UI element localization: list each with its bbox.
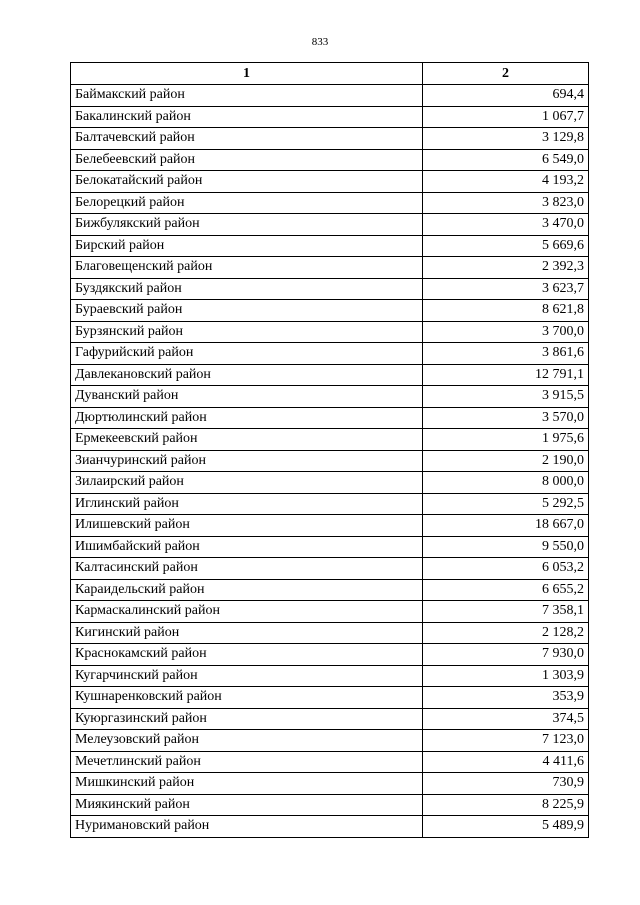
- amount-cell: 3 823,0: [423, 192, 589, 214]
- district-name-cell: Кушнаренковский район: [71, 687, 423, 709]
- table-row: [71, 386, 589, 408]
- district-name-cell: Буздякский район: [71, 278, 423, 300]
- district-name-cell: Краснокамский район: [71, 644, 423, 666]
- amount-cell: 4 193,2: [423, 171, 589, 193]
- district-name-cell: Кигинский район: [71, 622, 423, 644]
- table-row: [71, 106, 589, 128]
- district-name-cell: Куюргазинский район: [71, 708, 423, 730]
- table-row: [71, 579, 589, 601]
- table-row: [71, 149, 589, 171]
- table-row: [71, 773, 589, 795]
- table-body: [71, 85, 589, 838]
- amount-cell: 353,9: [423, 687, 589, 709]
- table-row: [71, 751, 589, 773]
- amount-cell: 3 623,7: [423, 278, 589, 300]
- district-name-cell: Балтачевский район: [71, 128, 423, 150]
- amount-cell: 7 123,0: [423, 730, 589, 752]
- table-row: [71, 214, 589, 236]
- table-row: [71, 472, 589, 494]
- district-name-cell: Белорецкий район: [71, 192, 423, 214]
- amount-cell: 12 791,1: [423, 364, 589, 386]
- district-name-cell: Калтасинский район: [71, 558, 423, 580]
- amount-cell: 1 067,7: [423, 106, 589, 128]
- amount-cell: 374,5: [423, 708, 589, 730]
- column-header-2: 2: [423, 63, 589, 85]
- district-name-cell: Дюртюлинский район: [71, 407, 423, 429]
- district-name-cell: Дуванский район: [71, 386, 423, 408]
- district-name-cell: Белокатайский район: [71, 171, 423, 193]
- district-name-cell: Зианчуринский район: [71, 450, 423, 472]
- district-name-cell: Кугарчинский район: [71, 665, 423, 687]
- table-row: [71, 85, 589, 107]
- amount-cell: 5 489,9: [423, 816, 589, 838]
- amount-cell: 6 655,2: [423, 579, 589, 601]
- district-name-cell: Кармаскалинский район: [71, 601, 423, 623]
- district-name-cell: Мишкинский район: [71, 773, 423, 795]
- amount-cell: 3 700,0: [423, 321, 589, 343]
- district-name-cell: Бижбулякский район: [71, 214, 423, 236]
- amount-cell: 3 470,0: [423, 214, 589, 236]
- table-row: [71, 300, 589, 322]
- table-row: [71, 343, 589, 365]
- district-name-cell: Мелеузовский район: [71, 730, 423, 752]
- table-row: [71, 665, 589, 687]
- table-row: [71, 192, 589, 214]
- table-row: [71, 515, 589, 537]
- district-name-cell: Бакалинский район: [71, 106, 423, 128]
- district-name-cell: Баймакский район: [71, 85, 423, 107]
- table-row: [71, 794, 589, 816]
- amount-cell: 3 570,0: [423, 407, 589, 429]
- table-row: [71, 128, 589, 150]
- table-row: [71, 644, 589, 666]
- district-name-cell: Бирский район: [71, 235, 423, 257]
- amount-cell: 6 053,2: [423, 558, 589, 580]
- amount-cell: 2 190,0: [423, 450, 589, 472]
- amount-cell: 18 667,0: [423, 515, 589, 537]
- district-name-cell: Миякинский район: [71, 794, 423, 816]
- amount-cell: 7 930,0: [423, 644, 589, 666]
- amount-cell: 9 550,0: [423, 536, 589, 558]
- amount-cell: 3 129,8: [423, 128, 589, 150]
- district-name-cell: Давлекановский район: [71, 364, 423, 386]
- district-name-cell: Бураевский район: [71, 300, 423, 322]
- amount-cell: 5 292,5: [423, 493, 589, 515]
- district-name-cell: Зилаирский район: [71, 472, 423, 494]
- table-row: [71, 601, 589, 623]
- table-row: [71, 558, 589, 580]
- amount-cell: 3 861,6: [423, 343, 589, 365]
- table-header-row: [71, 63, 589, 85]
- amount-cell: 5 669,6: [423, 235, 589, 257]
- amount-cell: 1 303,9: [423, 665, 589, 687]
- table-row: [71, 407, 589, 429]
- amount-cell: 6 549,0: [423, 149, 589, 171]
- amount-cell: 7 358,1: [423, 601, 589, 623]
- table-row: [71, 816, 589, 838]
- amount-cell: 8 225,9: [423, 794, 589, 816]
- amount-cell: 8 000,0: [423, 472, 589, 494]
- table-row: [71, 257, 589, 279]
- district-name-cell: Благовещенский район: [71, 257, 423, 279]
- district-name-cell: Нуримановский район: [71, 816, 423, 838]
- data-table: [70, 62, 589, 838]
- table-row: [71, 493, 589, 515]
- district-name-cell: Ермекеевский район: [71, 429, 423, 451]
- table-row: [71, 730, 589, 752]
- table-row: [71, 235, 589, 257]
- amount-cell: 4 411,6: [423, 751, 589, 773]
- table-row: [71, 622, 589, 644]
- table-row: [71, 450, 589, 472]
- district-name-cell: Ишимбайский район: [71, 536, 423, 558]
- district-name-cell: Белебеевский район: [71, 149, 423, 171]
- table-row: [71, 278, 589, 300]
- district-name-cell: Илишевский район: [71, 515, 423, 537]
- amount-cell: 730,9: [423, 773, 589, 795]
- table-row: [71, 687, 589, 709]
- table-row: [71, 321, 589, 343]
- amount-cell: 1 975,6: [423, 429, 589, 451]
- page-number: 833: [311, 36, 329, 48]
- table-row: [71, 171, 589, 193]
- amount-cell: 8 621,8: [423, 300, 589, 322]
- amount-cell: 2 128,2: [423, 622, 589, 644]
- table-row: [71, 364, 589, 386]
- district-name-cell: Иглинский район: [71, 493, 423, 515]
- district-name-cell: Гафурийский район: [71, 343, 423, 365]
- amount-cell: 694,4: [423, 85, 589, 107]
- table-row: [71, 536, 589, 558]
- amount-cell: 2 392,3: [423, 257, 589, 279]
- district-name-cell: Бурзянский район: [71, 321, 423, 343]
- table-row: [71, 708, 589, 730]
- table-row: [71, 429, 589, 451]
- column-header-1: 1: [71, 63, 423, 85]
- district-name-cell: Караидельский район: [71, 579, 423, 601]
- district-name-cell: Мечетлинский район: [71, 751, 423, 773]
- amount-cell: 3 915,5: [423, 386, 589, 408]
